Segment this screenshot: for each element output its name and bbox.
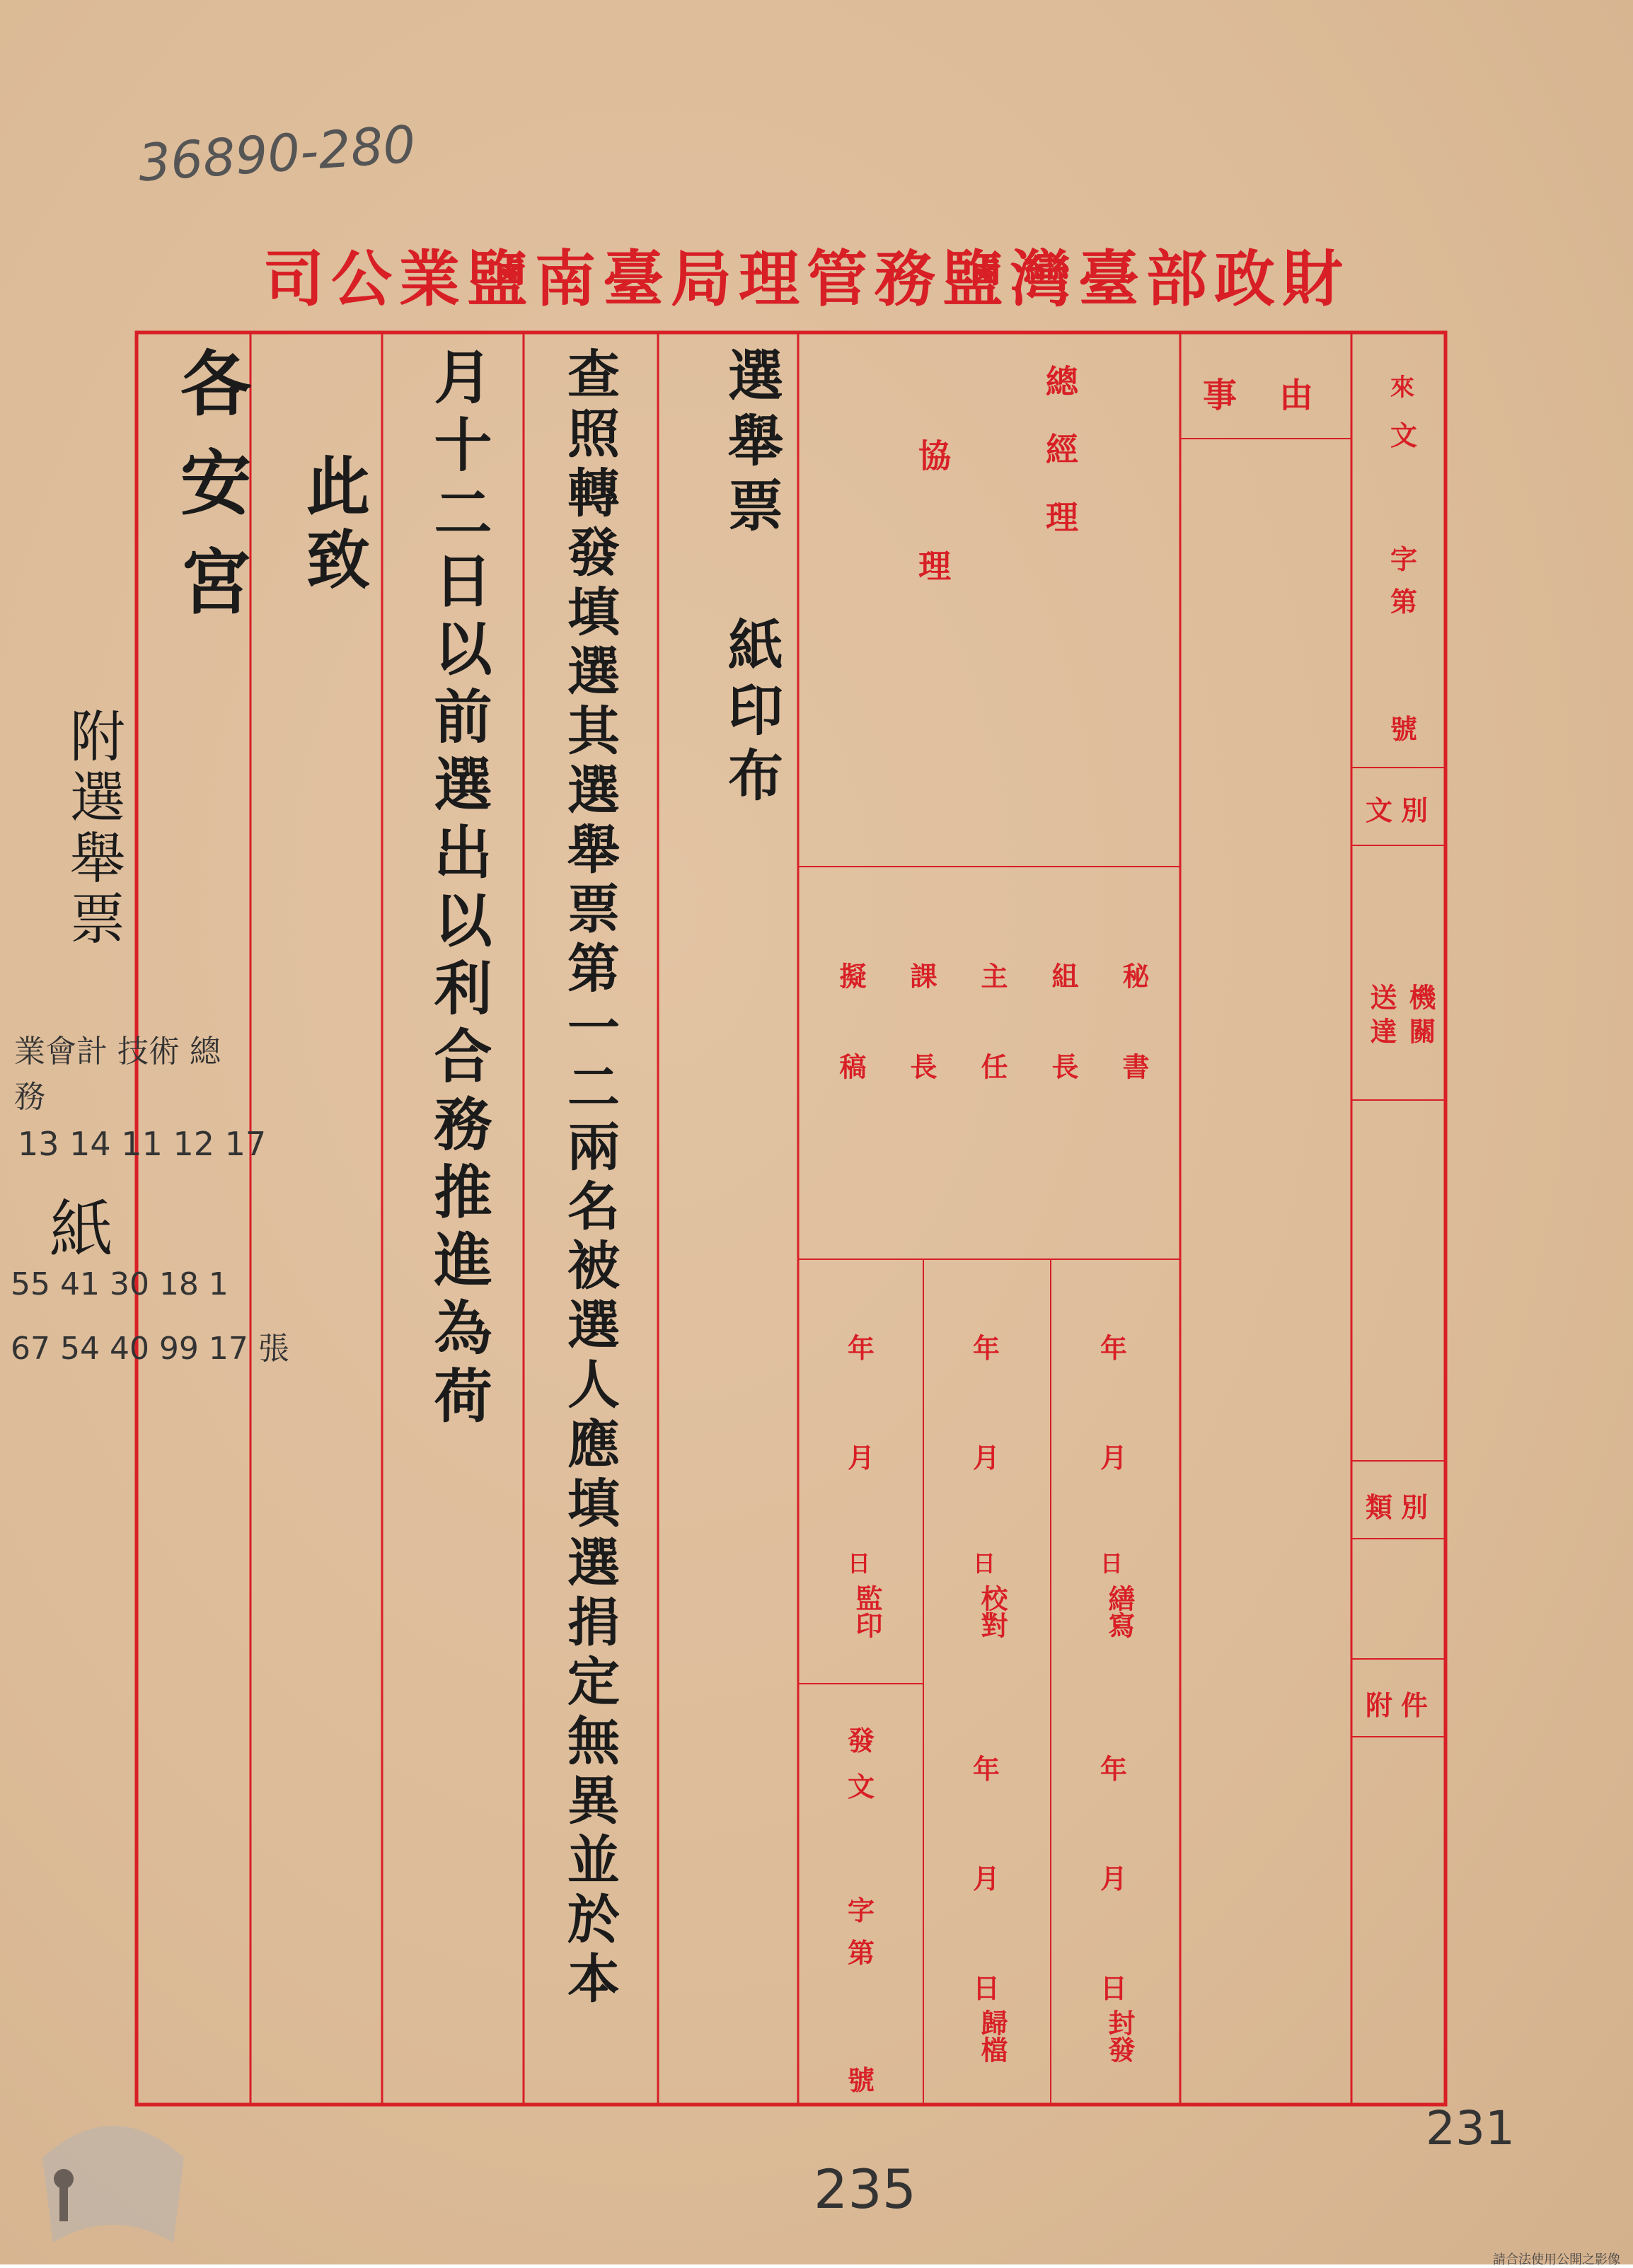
approver-drafter: 擬稿	[835, 962, 866, 1143]
category-label: 類別	[1366, 1492, 1437, 1523]
outgoing-di: 第	[848, 1938, 875, 1969]
seal-action: 封發	[1104, 2009, 1135, 2063]
handwritten-col-1: 選舉票 紙印布	[719, 347, 783, 811]
stamp-day: 日	[848, 1550, 871, 1577]
proof-action: 校對	[976, 1585, 1008, 1638]
doc-type-label: 文別	[1366, 795, 1437, 826]
incoming-di: 第	[1390, 586, 1418, 618]
attachment-counts-b: 55 41 30 18 1	[11, 1266, 229, 1302]
seal-year: 年	[1100, 1754, 1128, 1785]
file-year: 年	[973, 1754, 1000, 1785]
file-action: 歸檔	[976, 2009, 1008, 2063]
page-number: 235	[814, 2158, 917, 2221]
incoming-wen: 文	[1390, 420, 1418, 451]
letterhead-title: 司公業鹽南臺局理管務鹽灣臺部政財	[263, 243, 1350, 315]
seal-day: 日	[1100, 1973, 1128, 2004]
outgoing-zi: 字	[848, 1895, 875, 1926]
copy-year: 年	[1100, 1333, 1128, 1364]
stamp-action: 監印	[851, 1585, 882, 1638]
stamp-year: 年	[848, 1333, 875, 1364]
proof-day: 日	[973, 1550, 996, 1577]
approver-secretary: 秘書	[1118, 962, 1149, 1143]
attachment-departments: 業會計 技術 總務	[14, 1034, 221, 1115]
archive-number: 36890-280	[136, 114, 417, 193]
approver-group-leader: 組長	[1047, 962, 1078, 1143]
incoming-hao: 號	[1390, 714, 1418, 745]
handwritten-col-5: 各安宮	[168, 347, 252, 644]
general-manager-label: 總經理	[1041, 364, 1079, 568]
copy-day: 日	[1100, 1550, 1124, 1577]
attachment-counts-a: 13 14 11 12 17	[18, 1125, 267, 1163]
incoming-lai: 來	[1390, 374, 1414, 402]
handwritten-col-4: 此致	[295, 453, 370, 600]
corner-number: 231	[1426, 2101, 1515, 2156]
proof-year: 年	[973, 1333, 1000, 1364]
approver-director: 主任	[976, 962, 1008, 1143]
file-day: 日	[973, 1973, 1000, 2004]
paper-label: 紙	[50, 1193, 113, 1267]
approver-section-chief: 課長	[906, 962, 937, 1143]
file-month: 月	[973, 1863, 1000, 1894]
attachment-counts-c: 67 54 40 99 17 張	[11, 1331, 289, 1367]
outgoing-fa: 發	[848, 1725, 875, 1757]
outgoing-hao: 號	[848, 2065, 875, 2096]
footer-note: 請合法使用公開之影像	[1493, 2252, 1620, 2267]
sending-agency-label: 送達機關	[1366, 983, 1436, 1051]
attachment-label: 附件	[1366, 1690, 1437, 1721]
copy-action: 繕寫	[1104, 1585, 1135, 1638]
proof-month: 月	[973, 1442, 1000, 1474]
outgoing-wen: 文	[848, 1771, 875, 1803]
stamp-month: 月	[848, 1442, 875, 1474]
attachment-note: 附選舉票	[61, 707, 125, 951]
copy-month: 月	[1100, 1442, 1128, 1474]
handwritten-col-2: 查照轉發填選其選舉票第一二兩名被選人應填選捐定無異並於本	[559, 347, 620, 2010]
deputy-manager-label: 協理	[913, 439, 952, 659]
subject-label: 事由	[1203, 376, 1356, 415]
handwritten-col-3: 月十二日以前選出以利合務推進為荷	[425, 347, 492, 1433]
incoming-zi: 字	[1390, 544, 1418, 575]
seal-month: 月	[1100, 1863, 1128, 1894]
